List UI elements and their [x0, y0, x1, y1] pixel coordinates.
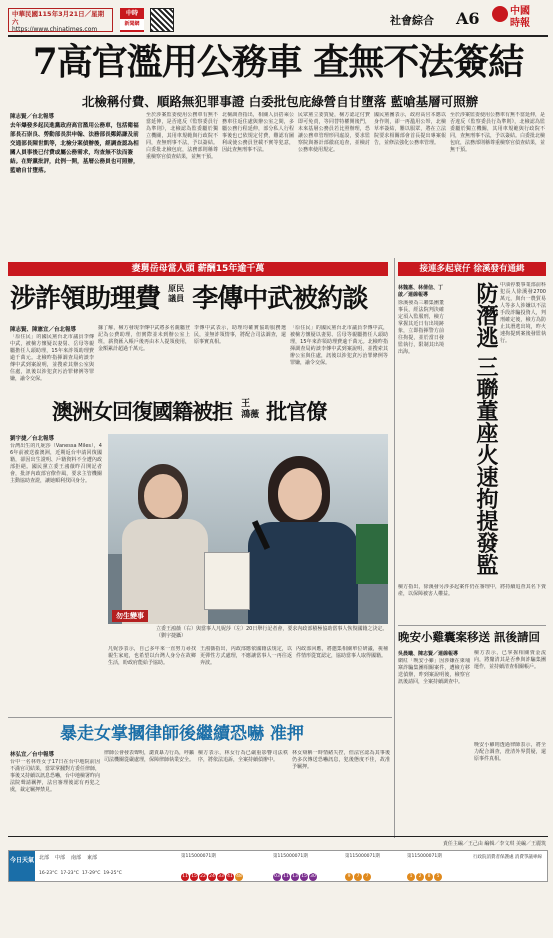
right-top-col-2: 中油停製事業部前科犯長人徐溪發2700萬元，與台一農貿易人等多人涉嫌以不法手段詐騙投資人，判刑確定後，檢方為防止其潛逃出境，昨火速拘提到案後發監執行。	[500, 282, 546, 344]
person-left-body	[122, 519, 208, 624]
story2-col-2: 據了解，檢方發現李傳中武將多名親屬登記為公費助理，但實際並未到辦公室上班，薪資匯入帳戶後再由本人提領使用，金額累計超過千萬元。	[98, 325, 190, 352]
masthead-website[interactable]: https://www.chinatimes.com	[12, 26, 98, 33]
lottery-4-balls	[407, 862, 467, 881]
lottery-ball: 15	[301, 874, 307, 879]
masthead	[8, 6, 548, 36]
person-right-face	[278, 468, 322, 520]
story3-name-top: 王	[241, 399, 251, 409]
story3-headline-left: 澳洲女回復國籍被拒	[52, 399, 232, 424]
lottery-ball: 13	[292, 874, 298, 879]
story3-byline: 劉宇捷／台北報導	[10, 436, 55, 442]
story3-headline-right: 批官僚	[266, 399, 327, 424]
story3-col-2: 凡妮莎表示，自己多年來一直努力尋找親生家庭，也希望以台灣人身分在故鄉生活，盼政府能給予協助。	[108, 646, 196, 666]
logo-small-top: 中時	[125, 10, 138, 17]
masthead-date: 中華民國115年3月21日／星期六	[12, 10, 105, 26]
lottery-2-label: 第115000071期	[273, 854, 308, 859]
main-headline: 7高官濫用公務車 查無不法簽結	[32, 41, 524, 83]
right-top-col-1: 徐溪發為三聯集團董事長，經法院判決確定須入監服刑，檢方掌握其近日有出境跡象，立即指揮警方前往拘提，並於當日發監執行，限制其出境出海。	[398, 300, 444, 355]
footer-rule	[8, 836, 548, 837]
right-top-banner: 接連多起衰仔 徐溪發有通緝	[398, 262, 546, 276]
lottery-ball: 41	[227, 874, 233, 879]
lottery-ball: 5	[434, 873, 442, 881]
footer-notice: 行政院消費者保護處 消費爭議專線	[473, 855, 542, 860]
main-byline: 陳志賢／台北報導	[10, 114, 55, 120]
logo-right-top: 中國	[510, 6, 530, 17]
weather-cities	[39, 854, 179, 861]
photo-caption-tag: 勿生變事	[112, 610, 148, 622]
story2-small-label-top: 原民	[168, 284, 185, 293]
story2-headline-left: 涉詐領助理費	[10, 284, 161, 314]
story3-name-bottom: 鴻薇	[241, 410, 260, 420]
lottery-ball: 8	[425, 873, 433, 881]
main-lede: 去年爆發多起民進黨政府高官濫用公務車，包括衛福部長石崇良、勞動部長洪申翰、法務部長鄭銘謙及前交通部長陳世凱等，北檢分案偵辦後，經調查認為相關人員事後已付費或屬公務需求，均查無不法而簽結。在野黨批評，此例一開，基層公務員也可照辦，藍嗆自甘墮落。	[10, 123, 139, 174]
right-bottom-col-3: 晚安小雞則透過律師表示，將全力配合調查，澄清外界質疑，還原事件真相。	[474, 742, 546, 762]
story2-headline-right: 李傳中武被約談	[192, 284, 368, 314]
lottery-3	[345, 853, 401, 881]
story3-headline	[52, 396, 392, 430]
lottery-special-ball: 48	[236, 874, 242, 879]
story4-headline-text: 暴走女掌摑律師後繼續恐嚇 准押	[60, 724, 304, 744]
main-col-5: 國民黨團表示，政府高官本應以身作則，卻一再濫用公帑，北檢草率簽結，難以服眾，將在立法院要求相關部會首長提出專案報告，並修法強化公務車管理。	[374, 112, 446, 146]
lottery-ball: 15	[191, 874, 197, 879]
right-top-byline: 林魏惠、林倩信、丁啟／連線報導	[398, 285, 444, 298]
weather-table	[39, 854, 179, 876]
story4-col-4: 林女辯稱一時情緒失控，但法官認為其事後仍多次傳送恐嚇訊息，犯後態度不佳，故准予羈押。	[292, 750, 390, 770]
story2-small-label	[168, 284, 184, 304]
right-bottom-col-2: 檢方表示，已掌握相關資金流向，將釐清其是否參與詐騙集團運作，並持續清查相關帳戶。	[474, 650, 546, 670]
story4-col-3: 檢方表示，林女行為已嚴重影響司法秩序，將依法追訴，全案持續偵辦中。	[198, 750, 288, 763]
date-box	[8, 8, 113, 32]
weather-city: 北部	[39, 855, 50, 861]
story2-headline	[10, 280, 390, 320]
lottery-ball: 1	[407, 873, 415, 881]
lottery-1-label: 第115000071期	[181, 854, 216, 859]
lottery-ball: 9	[345, 873, 353, 881]
qr-code-icon[interactable]	[150, 8, 174, 32]
main-col-6: 至於涉案監委使用公務車有無不當延伸，是否違反《監察委員行為準則》，北檢認為監委屬於獨立機關，其用車規範與行政院不同，查無刑事不法，予以簽結。白委批北檢包庇，法務部則稱尊重檢察官偵查結果，並無干預。	[450, 112, 545, 153]
lottery-ball: 11	[182, 874, 188, 879]
story4-headline	[60, 720, 390, 748]
lottery-2-balls	[273, 862, 337, 881]
weather-temps	[39, 871, 179, 876]
main-subhead: 北檢稱付費、順路無犯罪事證 白委批包庇綠營自甘墮落 藍嗆基層可照辦	[81, 94, 479, 109]
lottery-4	[407, 853, 467, 881]
story4-col-1: 台中一名林姓女子17日在台中地院前因不滿官司結果，當眾掌摑對方委任律師，事後又持續以訊息恐嚇，台中地檢署昨向法院聲請羈押，法官審理後認有再犯之虞，裁定羈押禁見。	[10, 759, 100, 793]
chinatimes-news-logo	[120, 8, 144, 32]
story3-body: 台灣出生的凡妮莎（Vanessa Miles），46年前被送養澳洲，近期返台申請回復國籍，卻因出生證明、戶籍資料不全遭內政部拒絕。國民黨立委王鴻薇昨召開記者會，批評內政部官僚作風，要求主管機關主動協助查證，讓她順利找回身分。	[10, 443, 102, 484]
story2-banner: 妻舅岳母當人頭 薪酬15年逾千萬	[8, 262, 388, 276]
lottery-ball: 30	[310, 874, 316, 879]
weather-label: 今日天氣	[9, 851, 35, 881]
weather-city: 南部	[71, 855, 82, 861]
right-column-divider	[394, 258, 395, 838]
weather-temp: 17-23°C	[60, 871, 79, 876]
lottery-ball: 33	[218, 874, 224, 879]
main-col-3: 北檢調查指出，相關人員搭乘公務車往返住處與辦公室之間，多屬公務行程延伸，部分私人行程事後也已依規定付費，難認有圖利或使公務員登載不實等犯意，因此查無刑事不法。	[222, 112, 294, 153]
chinatimes-logo-text	[510, 6, 530, 30]
lottery-3-label: 第115000071期	[345, 854, 380, 859]
story4-byline: 林弘宜／台中報導	[10, 752, 55, 758]
lottery-1-balls	[181, 862, 265, 881]
lottery-ball: 7	[363, 873, 371, 881]
footer-editors: 責任主編／王己由 編輯／李文琪 美編／王麗筑	[442, 841, 546, 847]
right-bottom-headline: 晚安小雞囊案移送 訊後請回	[398, 630, 541, 644]
document-sheet	[204, 552, 250, 610]
story4-col-2: 律師公會發表聲明，譴責暴力行為，呼籲司法機關從嚴處理，保障律師執業安全。	[104, 750, 194, 763]
main-col-4: 民眾黨立委質疑，檢方認定付費即可免責，等同替特權開後門，未來基層公務員若比照辦理，恐讓公務車管理形同虛設，要求監察院與審計部徹底追查，並檢討公務車使用規定。	[298, 112, 370, 153]
story3-caption: 立委王鴻薇（右）與當事人凡妮莎（左）20日舉行記者會，要求內政部積極協助當事人恢復國籍之決定。（劉宇捷攝）	[156, 626, 388, 639]
masthead-rule	[8, 35, 548, 37]
weather-temp: 19-25°C	[103, 871, 122, 876]
lottery-ball: 24	[209, 874, 215, 879]
footer-bar	[8, 850, 548, 882]
right-top-col-3: 檢方指出，徐溪發另涉多起案件仍在審理中，將持續追查其名下資產，以保障被害人權益。	[398, 584, 546, 597]
weather-city: 東部	[87, 855, 98, 861]
right-bottom-rule	[398, 625, 546, 626]
chinatimes-logo-icon	[492, 6, 508, 22]
story3-col-3: 王鴻薇指出，內政部應依國籍法規定，以更彈性方式處理，不應讓當事人一再往返奔波。	[200, 646, 292, 666]
lottery-2	[273, 853, 337, 881]
weather-city: 中部	[55, 855, 66, 861]
story2-small-label-bottom: 議員	[168, 294, 185, 303]
story2-col-4: 「原住民」的國民黨台北市議員李傳中武，被檢方懷疑以妻舅、岳母等親屬擔任人頭助理，15年來詐領助理費逾千萬元。北檢昨指揮調查局約談李傳中武到案說明，並搜索其辦公室與住處，訊後以涉犯貪污治罪條例等罪嫌，諭令交保。	[290, 325, 388, 366]
story2-col-1: 「原住民」的國民黨台北市議員李傳中武，被檢方懷疑以妻舅、岳母等親屬擔任人頭助理，15年來詐領助理費逾千萬元。北檢昨指揮調查局約談李傳中武到案說明，並搜索其辦公室與住處，訊後以涉犯貪污治罪條例等罪嫌，諭令交保。	[10, 334, 94, 382]
lottery-ball: 2	[416, 873, 424, 881]
lottery-ball: 11	[283, 874, 289, 879]
section-title: 社會綜合	[390, 14, 434, 27]
right-top-vertical-headline: 防潛逃 三聯董座火速拘提發監	[473, 282, 499, 576]
weather-temp: 17-29°C	[81, 871, 101, 876]
story2-col-3: 李傳中武表示，助理均確實協助服務選民，並無詐領情事，將配合司法調查，還原事實真相。	[194, 325, 286, 345]
weather-temp: 16-23°C	[39, 871, 58, 876]
story2-byline: 陳志賢、陳憲宜／台北報導	[10, 327, 77, 333]
story3-photo[interactable]	[108, 434, 388, 624]
lottery-ball: 7	[354, 873, 362, 881]
lottery-3-balls	[345, 862, 401, 881]
main-col-2: 至於涉案監委使用公務車有無不當延伸，是否違反《監察委員行為準則》，北檢認為監委屬於獨立機關，其用車規範與行政院不同，查無刑事不法，予以簽結。白委批北檢包庇，法務部則稱尊重檢察官偵查結果，並無干預。	[146, 112, 218, 160]
lottery-1	[181, 853, 265, 881]
logo-small-bottom: 新聞網	[120, 19, 144, 30]
right-bottom-col-1: 網紅「晚安小雞」因涉嫌在柬埔寨詐騙集團相關案件，遭檢方移送偵辦，昨到案說明後，檢察官訊後請回，全案持續調查中。	[398, 658, 470, 685]
story3-name-label	[241, 399, 259, 421]
page-number: A6	[456, 9, 480, 28]
lottery-ball: 03	[274, 874, 280, 879]
sign-board	[356, 524, 388, 584]
main-lede-block	[10, 112, 140, 254]
lottery-4-label: 第115000071期	[407, 854, 442, 859]
logo-right-bottom: 時報	[510, 18, 530, 29]
story4-rule	[8, 717, 392, 718]
right-bottom-byline: 吳晨曦、陳志賢／連線報導	[398, 651, 459, 657]
story3-col-4: 內政部回應，將邀集相關單位研議，視補件情形從寬認定，協助當事人取得國籍。	[296, 646, 388, 659]
person-left-face	[144, 474, 182, 518]
lottery-ball: 22	[200, 874, 206, 879]
